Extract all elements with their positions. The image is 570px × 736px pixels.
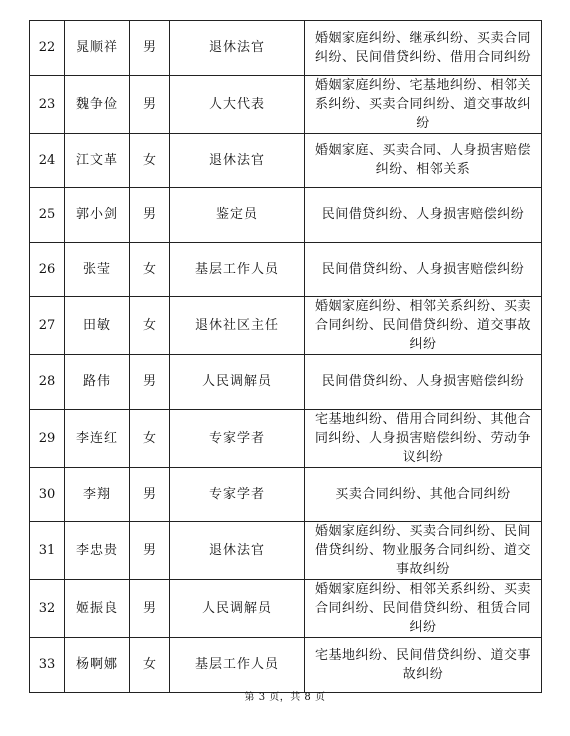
case-types: 宅基地纠纷、民间借贷纠纷、道交事故纠纷 [305,638,542,693]
row-number: 29 [30,409,65,467]
mediator-name: 晁顺祥 [65,21,130,76]
row-number: 27 [30,297,65,355]
case-types: 民间借贷纠纷、人身损害赔偿纠纷 [305,188,542,243]
mediator-gender: 男 [130,188,170,243]
case-types: 宅基地纠纷、借用合同纠纷、其他合同纠纷、人身损害赔偿纠纷、劳动争议纠纷 [305,409,542,467]
mediator-role: 退休社区主任 [170,297,305,355]
mediator-role: 退休法官 [170,21,305,76]
mediator-gender: 男 [130,467,170,522]
mediator-gender: 女 [130,638,170,693]
case-types: 民间借贷纠纷、人身损害赔偿纠纷 [305,355,542,410]
roster-body [30,21,542,693]
mediator-gender: 女 [130,297,170,355]
table-row [30,467,542,522]
mediator-roster-table [29,20,542,693]
case-types: 婚姻家庭纠纷、继承纠纷、买卖合同纠纷、民间借贷纠纷、借用合同纠纷 [305,21,542,76]
table-row [30,21,542,76]
mediator-role: 专家学者 [170,409,305,467]
row-number: 25 [30,188,65,243]
mediator-gender: 女 [130,133,170,188]
mediator-role: 专家学者 [170,467,305,522]
row-number: 30 [30,467,65,522]
mediator-gender: 男 [130,21,170,76]
mediator-name: 李翔 [65,467,130,522]
case-types: 婚姻家庭纠纷、相邻关系纠纷、买卖合同纠纷、民间借贷纠纷、道交事故纠纷 [305,297,542,355]
case-types: 婚姻家庭、买卖合同、人身损害赔偿纠纷、相邻关系 [305,133,542,188]
row-number: 28 [30,355,65,410]
table-row [30,75,542,133]
mediator-role: 鉴定员 [170,188,305,243]
mediator-name: 杨啊娜 [65,638,130,693]
mediator-role: 退休法官 [170,133,305,188]
case-types: 婚姻家庭纠纷、买卖合同纠纷、民间借贷纠纷、物业服务合同纠纷、道交事故纠纷 [305,522,542,580]
table-row [30,522,542,580]
case-types: 买卖合同纠纷、其他合同纠纷 [305,467,542,522]
mediator-name: 郭小剑 [65,188,130,243]
mediator-gender: 男 [130,75,170,133]
mediator-name: 田敏 [65,297,130,355]
mediator-role: 基层工作人员 [170,638,305,693]
row-number: 22 [30,21,65,76]
mediator-name: 李连红 [65,409,130,467]
mediator-role: 退休法官 [170,522,305,580]
case-types: 婚姻家庭纠纷、宅基地纠纷、相邻关系纠纷、买卖合同纠纷、道交事故纠纷 [305,75,542,133]
mediator-gender: 女 [130,409,170,467]
mediator-role: 人大代表 [170,75,305,133]
mediator-gender: 男 [130,580,170,638]
mediator-role: 人民调解员 [170,355,305,410]
mediator-name: 江文革 [65,133,130,188]
table-row [30,355,542,410]
case-types: 民间借贷纠纷、人身损害赔偿纠纷 [305,242,542,297]
mediator-name: 李忠贵 [65,522,130,580]
table-row [30,188,542,243]
table-row [30,297,542,355]
row-number: 26 [30,242,65,297]
row-number: 23 [30,75,65,133]
table-row [30,638,542,693]
row-number: 33 [30,638,65,693]
row-number: 24 [30,133,65,188]
table-row [30,409,542,467]
mediator-gender: 男 [130,522,170,580]
mediator-name: 张莹 [65,242,130,297]
mediator-name: 姬振良 [65,580,130,638]
mediator-role: 基层工作人员 [170,242,305,297]
mediator-gender: 女 [130,242,170,297]
table-row [30,580,542,638]
mediator-name: 路伟 [65,355,130,410]
mediator-name: 魏争俭 [65,75,130,133]
row-number: 31 [30,522,65,580]
mediator-gender: 男 [130,355,170,410]
case-types: 婚姻家庭纠纷、相邻关系纠纷、买卖合同纠纷、民间借贷纠纷、租赁合同纠纷 [305,580,542,638]
table-row [30,133,542,188]
row-number: 32 [30,580,65,638]
page-footer: 第 3 页，共 8 页 [244,692,326,703]
table-row [30,242,542,297]
mediator-role: 人民调解员 [170,580,305,638]
